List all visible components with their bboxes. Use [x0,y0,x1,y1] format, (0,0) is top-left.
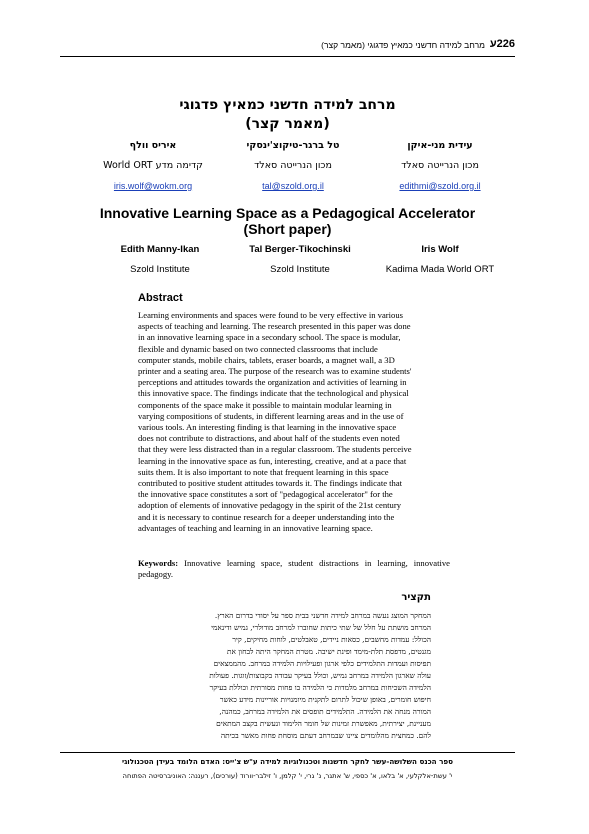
author-email-link[interactable]: iris.wolf@wokm.org [113,181,193,191]
hebrew-abstract-heading: תקציר [401,592,431,603]
hebrew-abstract-line: מגנטים, מדפסת תלת-מימד ופינת ישיבה. מטרת המחקר היתה לבחון את [227,647,431,656]
abstract-heading: Abstract [138,292,183,304]
author-email-link[interactable]: edithmi@szold.org.il [399,181,481,191]
running-header [60,38,515,54]
running-title: מרחב למידה חדשני כמאיץ פדגוגי (מאמר קצר) [321,40,485,50]
footer-editors: י' עשת-אלקלעי, א' בלאו, א' כספי, ש' אתגר, נ' גרי, י' קלמן, ו' זילבר-וורוד (עורכים), רעננה: האוניברסיטה הפתוחה [122,772,453,780]
abstract-line: does not contribute to distractions, and about half of the students even noted [138,433,400,444]
author-affiliation: Kadima Mada World ORT [385,264,495,275]
hebrew-abstract-line: חיפוש חומרים, באופן שיכול לתרום לתקנית מיומנויות אוריינות מידע כאשר [219,695,431,704]
header-rule [60,56,515,57]
hebrew-abstract-line: עולה שארגון הלמידה במרחב גמיש, וכולל בעיקר עבודה בקבוצות/זוגות. פעולות [209,671,431,680]
author-name: טל ברגר-טיקוצ'ינסקי [246,140,340,151]
author-affiliation: Szold Institute [270,264,330,275]
abstract-line: in an innovative learning space in a secondary school. The space is modular, [138,332,401,343]
page-number: 226ע [489,38,515,50]
abstract-line: printer and a seating area. The purpose of the research was to examine students' [138,366,412,377]
keywords-text: Innovative learning space, student distractions in learning, innovative pedagogy. [138,558,451,580]
author-affiliation: מכון הנרייטה סאלד [401,160,479,171]
author-name: עידית מני-איקן [407,140,473,151]
english-author-3 [365,240,515,280]
hebrew-title-line2: (מאמר קצר) [245,116,330,132]
keywords-label: Keywords: [138,558,179,568]
abstract-line: aspects of teaching and learning. The research presented in this paper was done [138,321,411,332]
abstract-line: Learning environments and spaces were found to be very effective in various [138,310,403,320]
author-name: Edith Manny-Ikan [120,244,200,255]
author-name: Tal Berger-Tikochinski [249,244,351,255]
hebrew-abstract-line: תפיסות ועמדות התלמידים כלפי ארגון ופעילויות הלמידה במרחב. מהממצאים [213,659,431,668]
footer-proceedings-title: ספר הכנס השלושה-עשר לחקר חדשנות וטכנולוגיות למידה ע"ש צ'ייס: האדם הלומד בעידן הטכנולוגי [121,757,454,766]
abstract-line: the innovative space constitutes a sort of "pedagogical accelerator" for the [138,489,393,500]
abstract-line: learning in the innovative space as fun, interesting, creative, and at a pace that [138,455,407,466]
hebrew-abstract-line: המחקר המוצג נעשה במרחב למידה חדשני בבית ספר על יסודי בדרום הארץ. [214,611,431,620]
author-affiliation: קדימה מדע World ORT [103,160,203,171]
hebrew-abstract-line: המורה מנחה את הלמידה. התלמידים תופסים את הלמידה במרחב, כמהנה, [219,707,431,716]
footer-rule [60,752,515,753]
abstract-line: flexible and dynamic based on two connected classrooms that include [138,343,378,354]
abstract-body [138,310,450,534]
abstract-line: components of the space make it possible to maintain modular learning in [138,399,392,410]
english-title-line1: Innovative Learning Space as a Pedagogical Accelerator [99,205,476,221]
abstract-line: varying compositions of students, in different learning areas and in the use of [138,410,404,421]
author-affiliation: Szold Institute [130,264,190,275]
author-email-link[interactable]: tal@szold.org.il [262,181,324,191]
hebrew-abstract-body [138,610,431,742]
hebrew-abstract-line: להם. כמחצית מהלומדים ציינו שבמרחב דעתם מוסחת פחות מאשר בכיתה [220,731,431,740]
hebrew-title [60,96,515,134]
english-author-1 [85,240,235,280]
abstract-line: various tools. An interesting finding is that learning in the innovative space [138,422,397,433]
abstract-line: adoption of elements of innovative pedagogy in the spirit of the 21st century [138,500,402,511]
abstract-line: computer stands, mobile chairs, tablets, eraser boards, a magnet wall, a 3D [138,354,395,365]
hebrew-abstract-line: הלמידה השכיחות במרחב מלמדות כי הלמידה בו פחות מסורתית וכוללת בעיקר [209,683,431,692]
keywords [138,558,450,580]
hebrew-abstract-line: מעניינת, יצירתית, מאפשרת זמינות של חומר הלימוד ונעשית בקצב המתאים [216,719,431,728]
abstract-line: and it is necessary to continue research for a deeper understanding into the [138,511,395,522]
hebrew-title-line1: מרחב למידה חדשני כמאיץ פדגוגי [179,97,396,113]
abstract-line: perceptions and attitudes towards the organization and activities of learning in [138,377,407,388]
author-affiliation: מכון הנרייטה סאלד [254,160,332,171]
abstract-line: contributed to positive student attitudes towards it. The findings indicate that [138,478,403,489]
hebrew-author-1 [365,136,515,196]
hebrew-author-2 [218,136,368,196]
abstract-line: this innovative space. The findings indicate that the technological and physical [138,388,409,399]
hebrew-author-3 [78,136,228,196]
abstract-line: that they were less distracted than in a regular classroom. The students perceive [138,444,412,455]
hebrew-abstract-line: המרחב מושתת על חלל של שתי כיתות שחוברו למרחב מודולרי, גמיש ודינאמי [211,623,431,632]
abstract-line: suits them. It is also important to note that frequent learning in this space [138,466,389,477]
english-author-2 [225,240,375,280]
author-name: Iris Wolf [421,244,459,255]
english-title-line2: (Short paper) [243,221,332,237]
english-title [60,205,515,237]
author-name: איריס וולף [129,140,177,151]
hebrew-abstract-line: הכולל: עמדות מחשבים, כסאות ניידים, טאבלטים, לוחות מחיקים, קיר [232,635,431,644]
abstract-line: advantages of teaching and learning in an innovative learning space. [138,522,373,533]
